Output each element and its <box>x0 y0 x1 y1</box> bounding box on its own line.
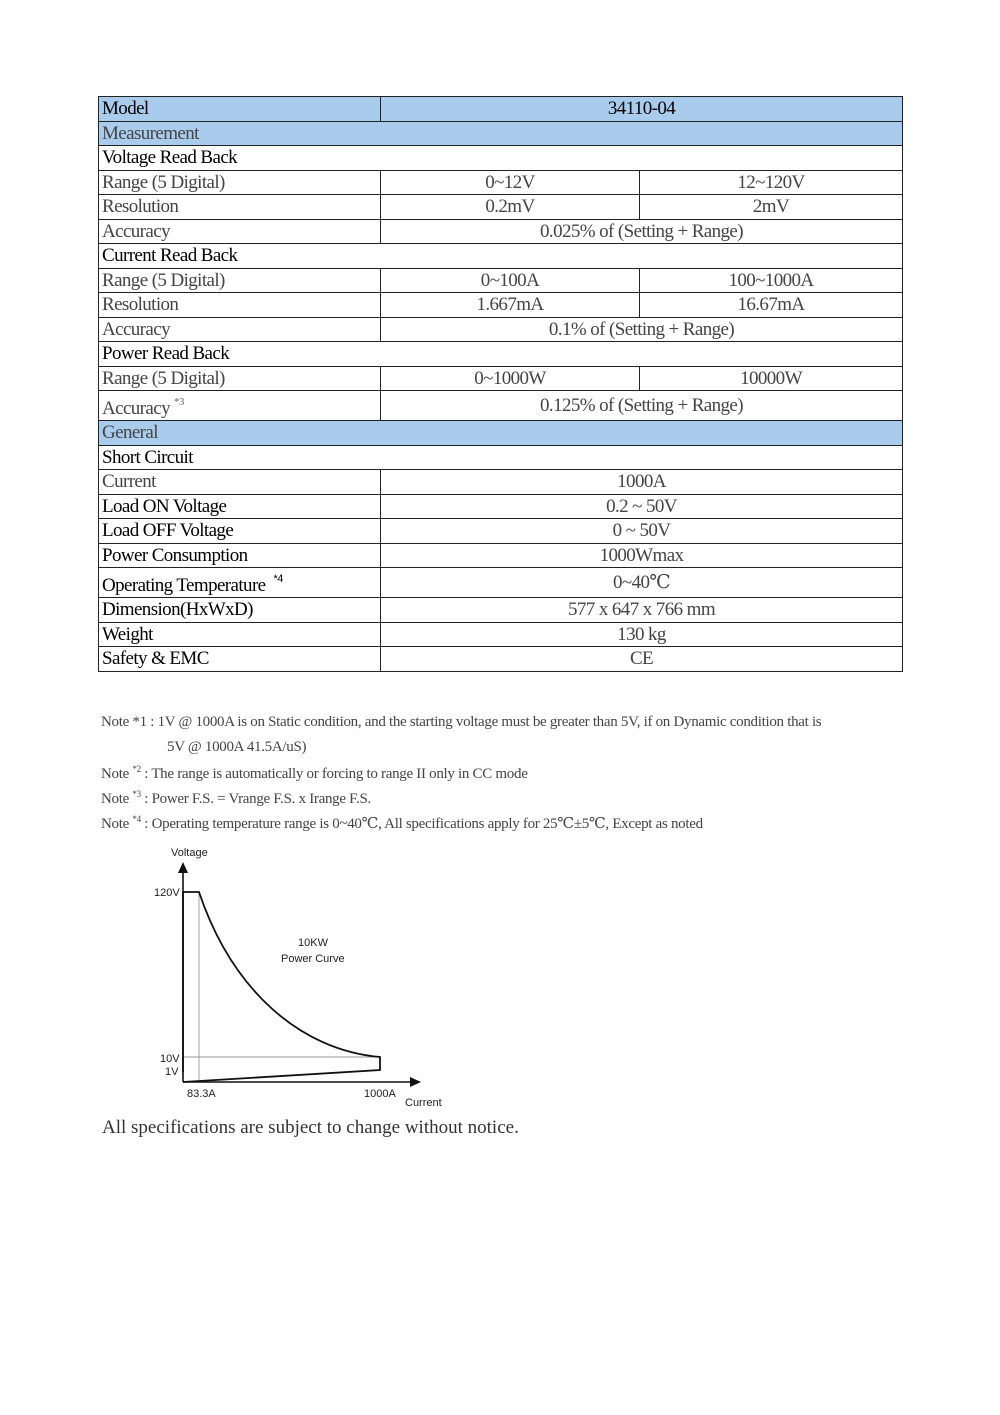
cell-value: 100~1000A <box>640 268 903 293</box>
row-label-text: Operating Temperature <box>102 575 266 596</box>
cell-value: 1000A <box>381 470 903 495</box>
curve-label-title: 10KW <box>298 937 328 949</box>
row-label: Safety & EMC <box>99 647 381 672</box>
footnote-marker: *4 <box>273 573 283 585</box>
cell-value: CE <box>381 647 903 672</box>
y-axis-label: Voltage <box>171 847 208 859</box>
row-label: Range (5 Digital) <box>99 366 381 391</box>
section-title: General <box>99 421 903 446</box>
model-value: 34110-04 <box>381 97 903 122</box>
cell-value: 0.2mV <box>381 195 640 220</box>
x-axis-arrow-icon <box>410 1077 421 1087</box>
note-prefix: Note <box>101 766 133 782</box>
row-label: Resolution <box>99 293 381 318</box>
x-tick-1000a: 1000A <box>364 1088 396 1100</box>
cell-value: 0~100A <box>381 268 640 293</box>
group-title: Current Read Back <box>99 244 903 269</box>
note-prefix: Note <box>101 791 133 807</box>
group-title: Voltage Read Back <box>99 146 903 171</box>
note-1-continued: 5V @ 1000A 41.5A/uS) <box>167 739 307 755</box>
footer-disclaimer: All specifications are subject to change without notice. <box>102 1117 519 1138</box>
cell-value: 12~120V <box>640 170 903 195</box>
row-label-text: Accuracy <box>102 398 170 419</box>
note-text: : Operating temperature range is 0~40℃, All specifications apply for 25℃±5℃, Except as noted <box>140 816 703 832</box>
cell-value: 1.667mA <box>381 293 640 318</box>
row-label: Load ON Voltage <box>99 494 381 519</box>
x-axis-label: Current <box>405 1097 442 1109</box>
y-axis-arrow-icon <box>178 862 188 873</box>
footnote-marker: *3 <box>173 396 184 408</box>
row-label: Range (5 Digital) <box>99 268 381 293</box>
cell-value: 0.125% of (Setting + Range) <box>381 391 903 421</box>
y-tick-1v: 1V <box>165 1066 179 1078</box>
cell-value: 0.1% of (Setting + Range) <box>381 317 903 342</box>
cell-value: 577 x 647 x 766 mm <box>381 598 903 623</box>
cell-value: 0.025% of (Setting + Range) <box>381 219 903 244</box>
section-title: Measurement <box>99 121 903 146</box>
row-label: Accuracy <box>99 219 381 244</box>
cell-value: 0.2 ~ 50V <box>381 494 903 519</box>
group-title: Power Read Back <box>99 342 903 367</box>
power-curve-line <box>183 892 380 1082</box>
cell-value: 0 ~ 50V <box>381 519 903 544</box>
note-prefix: Note <box>101 816 133 832</box>
row-label: Accuracy <box>99 317 381 342</box>
x-tick-83a: 83.3A <box>187 1088 216 1100</box>
y-tick-10v: 10V <box>160 1053 180 1065</box>
cell-value: 10000W <box>640 366 903 391</box>
note-text: : The range is automatically or forcing to range II only in CC mode <box>140 766 528 782</box>
note-text: : Power F.S. = Vrange F.S. x Irange F.S. <box>140 791 371 807</box>
note-1: Note *1 : 1V @ 1000A is on Static condition, and the starting voltage must be greater than 5V, if on Dynamic condition that is <box>101 714 822 730</box>
cell-value: 16.67mA <box>640 293 903 318</box>
model-label: Model <box>99 97 381 122</box>
cell-value: 0~12V <box>381 170 640 195</box>
footnote-marker: *2 <box>132 764 141 774</box>
group-title: Short Circuit <box>99 445 903 470</box>
cell-value: 130 kg <box>381 622 903 647</box>
row-label: Power Consumption <box>99 543 381 568</box>
cell-value: 0~40℃ <box>381 568 903 598</box>
y-tick-120v: 120V <box>154 887 180 899</box>
row-label: Dimension(HxWxD) <box>99 598 381 623</box>
row-label: Load OFF Voltage <box>99 519 381 544</box>
cell-value: 0~1000W <box>381 366 640 391</box>
curve-label-subtitle: Power Curve <box>281 953 345 965</box>
row-label: Current <box>99 470 381 495</box>
cell-value: 2mV <box>640 195 903 220</box>
row-label: Weight <box>99 622 381 647</box>
footnote-marker: *3 <box>132 789 141 799</box>
footnote-marker: *4 <box>132 814 141 824</box>
cell-value: 1000Wmax <box>381 543 903 568</box>
row-label: Resolution <box>99 195 381 220</box>
row-label: Range (5 Digital) <box>99 170 381 195</box>
